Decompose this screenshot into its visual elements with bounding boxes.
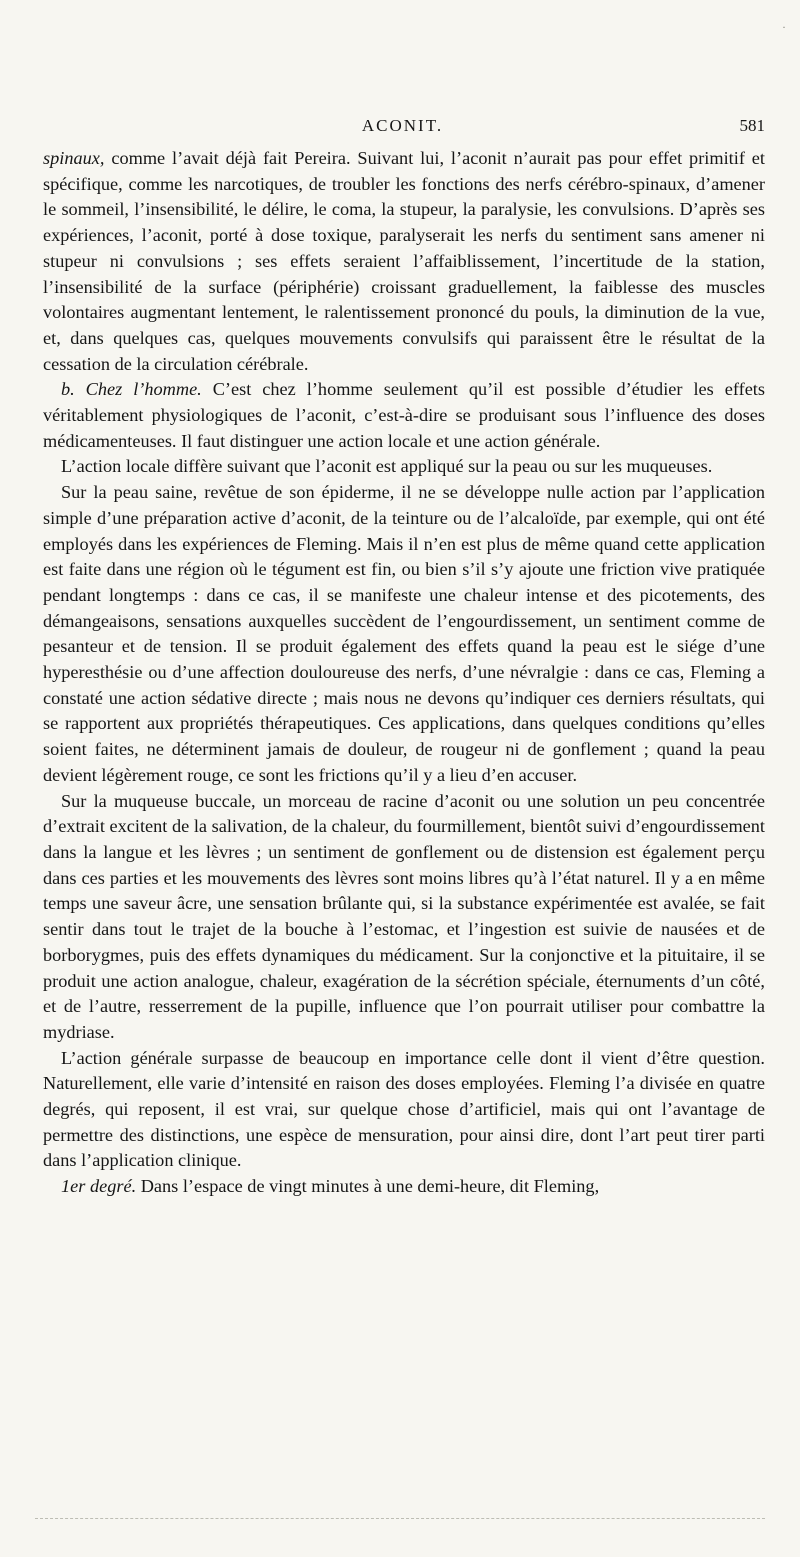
paragraph-text: comme l’avait déjà fait Pereira. Suivant lui, l’aconit n’aurait pas pour effet primitif et spécifique, comme les narcotiques, de troubler les fonctions des nerfs cérébro-spinaux, d’amener le sommeil, l’insensibilité, le délire, le coma, la stupeur, la paralysie, les convulsions. D’après ses expériences, l’aconit, porté à dose toxique, paralyserait les nerfs du sentiment sans amener ni stupeur ni convulsions ; ses effets seraient l’affaiblissement, l’incertitude de la station, l’insensibilité de la surface (périphérie) croissant graduellement, la faiblesse des muscles volontaires augmentant lentement, le ralentissement prononcé du pouls, la diminution de la vue, et, dans quelques cas, quelques mouvements convulsifs qui paraissent être le résultat de la cessation de la circulation cérébrale. bbox=[43, 148, 765, 374]
body-text bbox=[43, 146, 765, 1200]
page-number: 581 bbox=[739, 116, 765, 135]
paragraph-chez-homme bbox=[43, 377, 765, 454]
paragraph-lead-italic: b. Chez l’homme. bbox=[61, 379, 202, 400]
paragraph-muqueuse-buccale bbox=[43, 789, 765, 1046]
paragraph-text: L’action locale diffère suivant que l’aconit est appliqué sur la peau ou sur les muqueuses. bbox=[61, 456, 713, 477]
paragraph-text: C’est chez l’homme seulement qu’il est possible d’étudier les effets véritablement physiologiques de l’aconit, c’est-à-dire se produisant sous l’influence des doses médicamenteuses. Il faut distinguer une action locale et une action générale. bbox=[43, 379, 765, 451]
paragraph-spinaux bbox=[43, 146, 765, 377]
paragraph-text: Dans l’espace de vingt minutes à une demi-heure, dit Fleming, bbox=[136, 1176, 600, 1197]
paragraph-text: Sur la peau saine, revêtue de son épiderme, il ne se développe nulle action par l’application simple d’une préparation active d’aconit, de la teinture ou de l’alcaloïde, par exemple, qui ont été employés dans les expériences de Fleming. Mais il n’en est plus de même quand cette application est faite dans une région où le tégument est fin, ou bien s’il s’y ajoute une friction vive pratiquée pendant longtemps : dans ce cas, il se manifeste une chaleur intense et des picotements, des démangeaisons, sensations auxquelles succèdent de l’engourdissement, un sentiment comme de pesanteur et de tension. Il se produit également des effets quand la peau est le siége d’une hyperesthésie ou d’une affection douloureuse des nerfs, d’une névralgie : dans ce cas, Fleming a constaté une action sédative directe ; mais nous ne devons qu’indiquer ces derniers résultats, qui se rapportent aux propriétés thérapeutiques. Ces applications, dans quelques conditions qu’elles soient faites, ne déterminent jamais de douleur, de rougeur ni de gonflement ; quand la peau devient légèrement rouge, ce sont les frictions qu’il y a lieu d’en accuser. bbox=[43, 482, 765, 785]
paragraph-action-locale bbox=[43, 454, 765, 480]
scan-edge-mark: · bbox=[782, 20, 786, 34]
paragraph-lead-italic: spinaux, bbox=[43, 148, 105, 168]
paragraph-text: L’action générale surpasse de beaucoup en importance celle dont il vient d’être question. Naturellement, elle varie d’intensité en raison des doses employées. Fleming l’a divisée en quatre degrés, qui reposent, il est vrai, sur quelque chose d’artificiel, mais qui ont l’avantage de permettre des distinctions, une espèce de mensuration, pour ainsi dire, dont l’art peut tirer parti dans l’application clinique. bbox=[43, 1047, 765, 1171]
paragraph-text: Sur la muqueuse buccale, un morceau de racine d’aconit ou une solution un peu concentrée d’extrait excitent de la salivation, de la chaleur, du fourmillement, bientôt suivi d’engourdissement dans la langue et les lèvres ; un sentiment de gonflement ou de distension est également perçu dans ces parties et les mouvements des lèvres sont moins libres qu’à l’état naturel. Il y a en même temps une saveur âcre, une sensation brûlante qui, si la substance expérimentée est avalée, se fait sentir dans tout le trajet de la bouche à l’estomac, et l’ingestion est suivie de nausées et de borborygmes, puis des effets dynamiques du médicament. Sur la conjonctive et la pituitaire, il se produit une action analogue, chaleur, exagération de la sécrétion spéciale, éternuments d’un côté, et de l’autre, resserrement de la pupille, influence que l’on pourrait utiliser pour combattre la mydriase. bbox=[43, 790, 765, 1042]
paragraph-action-generale bbox=[43, 1046, 765, 1175]
page-header bbox=[40, 114, 765, 138]
bottom-rule bbox=[35, 1518, 765, 1519]
paragraph-peau-saine bbox=[43, 480, 765, 788]
paragraph-lead-italic: 1er degré. bbox=[61, 1176, 137, 1197]
paragraph-premier-degre bbox=[43, 1174, 765, 1200]
running-head: ACONIT. bbox=[361, 116, 444, 135]
